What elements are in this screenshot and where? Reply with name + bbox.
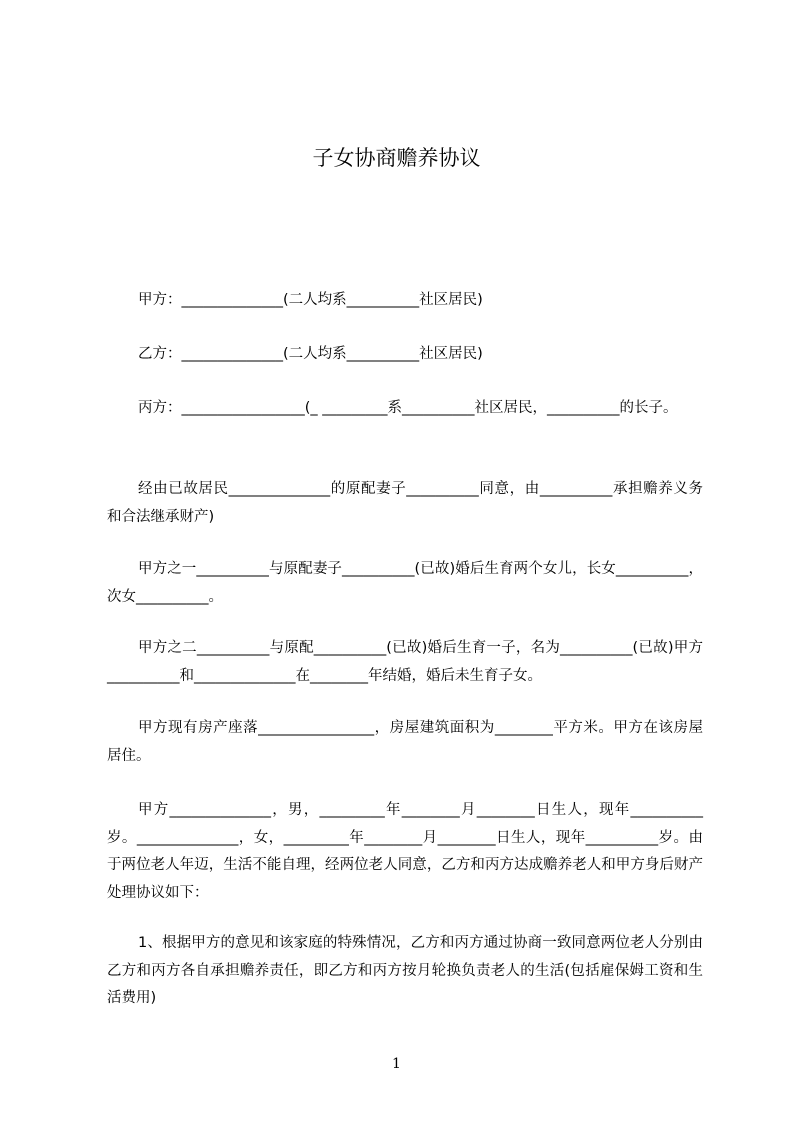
paragraph-party-c: 丙方：_________________(_ _________系__________社区居民，__________的长子。 [138,400,678,416]
paragraph-property: 甲方现有房产座落________________，房屋建筑面积为________平方米。甲方在该房屋居住。 [107,720,703,764]
paragraph-inheritance-consent: 经由已故居民______________的原配妻子__________同意，由__________承担赡养义务和合法继承财产) [107,481,703,525]
paragraph-party-a-two: 甲方之二__________与原配__________(已故)婚后生育一子，名为__________(已故)甲方__________和______________在________年结婚，婚后未生育子女。 [107,640,703,684]
paragraph-party-a: 甲方：______________(二人均系__________社区居民) [138,292,483,308]
document-title: 子女协商赡养协议 [312,146,481,170]
paragraph-party-a-one: 甲方之一__________与原配妻子__________(已故)婚后生育两个女儿，长女__________，次女__________。 [107,561,703,605]
paragraph-party-b: 乙方：______________(二人均系__________社区居民) [138,346,483,362]
paragraph-clause-1: 1、根据甲方的意见和该家庭的特殊情况，乙方和丙方通过协商一致同意两位老人分别由乙方和丙方各自承担赡养责任，即乙方和丙方按月轮换负责老人的生活(包括雇保姆工资和生活费用) [107,935,703,1006]
page-number: 1 [392,1056,401,1072]
paragraph-elders-info: 甲方______________，男，_________年________月________日生人，现年__________岁。______________，女，_________年________月________日生人，现年__________岁。由于两位老人年迈，生活不能自理，经两位老人同意，乙方和丙方达成赡养老人和甲方身后财产处理协议如下： [107,802,703,901]
